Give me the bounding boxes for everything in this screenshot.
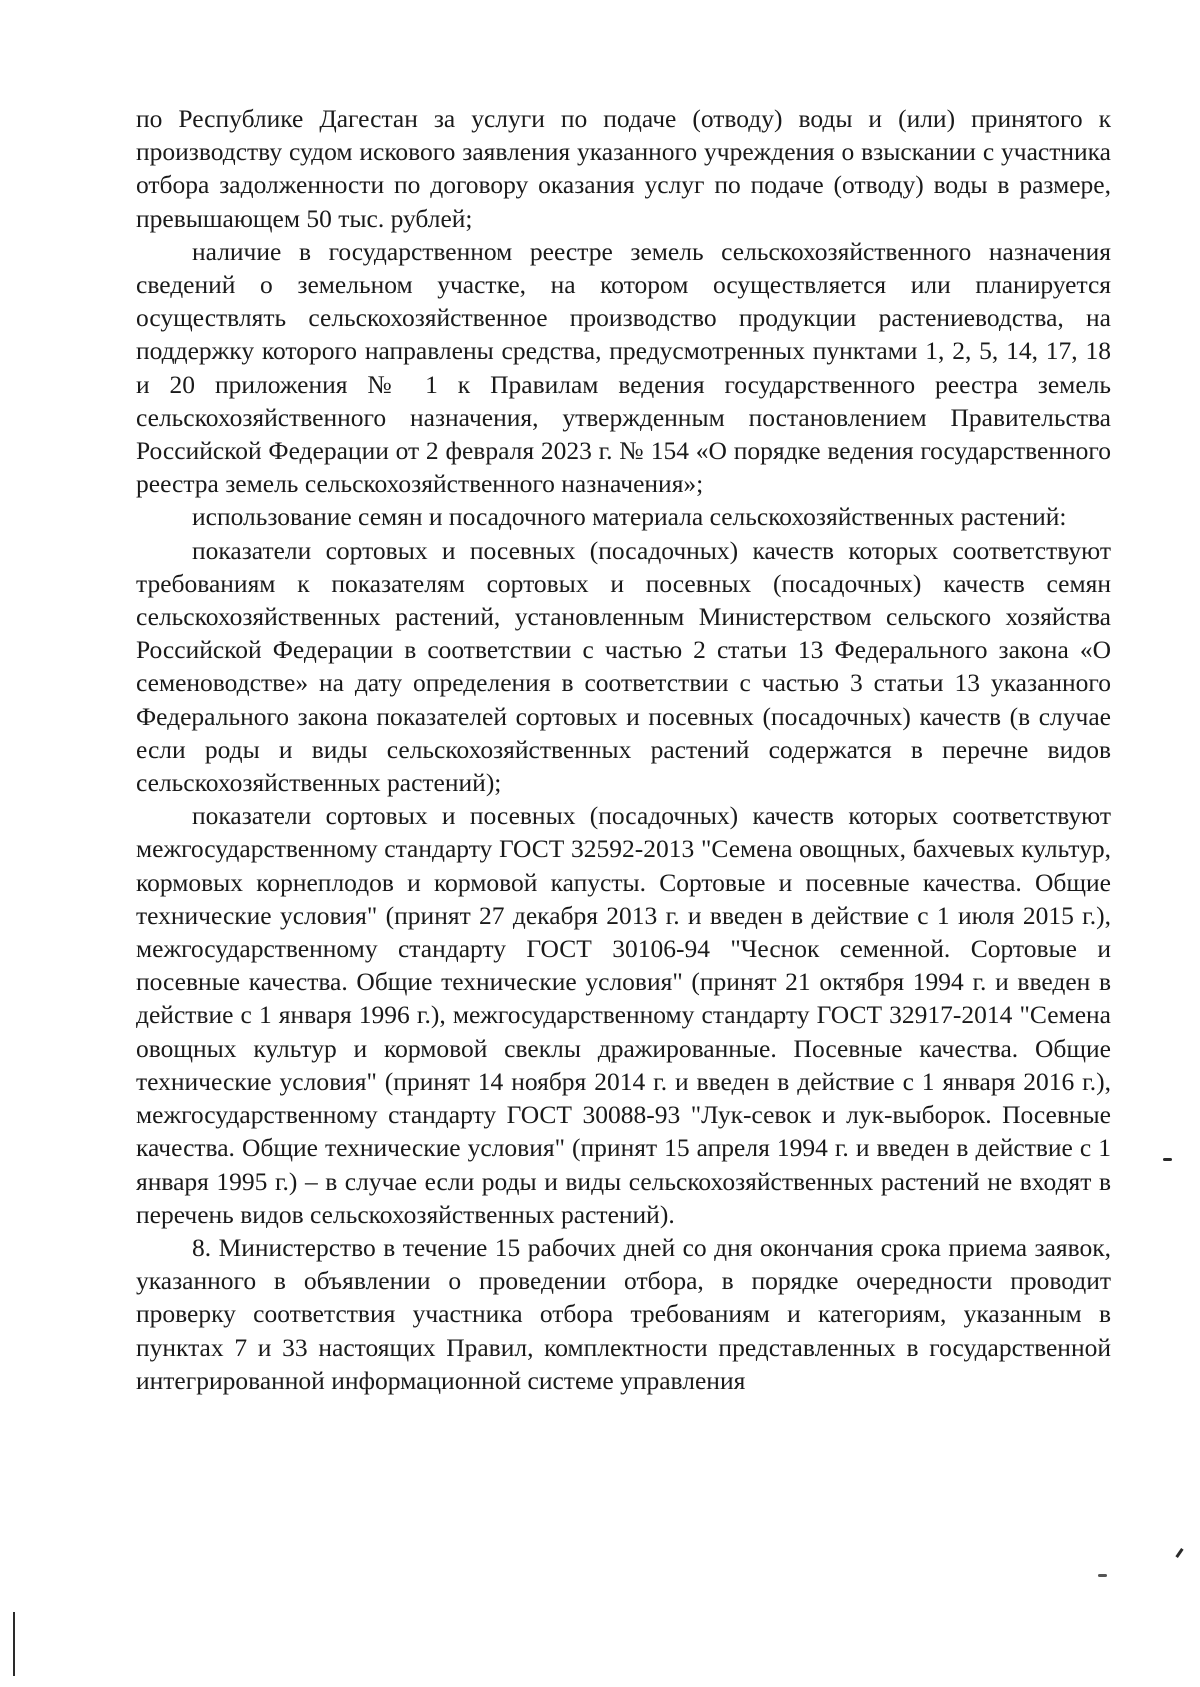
paragraph-land-registry: наличие в государственном реестре земель сельскохозяйственного назначения сведений о земельном участке, на котором осуществляется или планируется осуществлять сельскохозяйственное производство продукции растениеводства, на поддержку которого направлены средства, предусмотренных пунктами 1, 2, 5, 14, 17, 18 и 20 приложения № 1 к Правилам ведения государственного реестра земель сельскохозяйственного назначения, утвержденным постановлением Правительства Российской Федерации от 2 февраля 2023 г. № 154 «О порядке ведения государственного реестра земель сельскохозяйственного назначения»;: [136, 236, 1111, 499]
paragraph-gost-standards: показатели сортовых и посевных (посадочных) качеств которых соответствуют межгосударственному стандарту ГОСТ 32592-2013 "Семена овощных, бахчевых культур, кормовых корнеплодов и кормовой капусты. Сортовые и посевные качества. Общие технические условия" (принят 27 декабря 2013 г. и введен в действие с 1 июля 2015 г.), межгосударственному стандарту ГОСТ 30106-94 "Чеснок семенной. Сортовые и посевные качества. Общие технические условия" (принят 21 октября 1994 г. и введен в действие с 1 января 1996 г.), межгосударственному стандарту ГОСТ 32917-2014 "Семена овощных культур и кормовой свеклы дражированные. Посевные качества. Общие технические условия" (принят 14 ноября 2014 г. и введен в действие с 1 января 2016 г.), межгосударственному стандарту ГОСТ 30088-93 "Лук-севок и лук-выборок. Посевные качества. Общие технические условия" (принят 15 апреля 1994 г. и введен в действие с 1 января 1995 г.) – в случае если роды и виды сельскохозяйственных растений не входят в перечень видов сельскохозяйственных растений).: [136, 801, 1111, 1229]
scan-artifact-right-tick: [1175, 1548, 1183, 1558]
scan-artifact-right-dots: [1098, 1574, 1107, 1577]
paragraph-ministry-review: 8. Министерство в течение 15 рабочих дней со дня окончания срока приема заявок, указанного в объявлении о проведении отбора, в порядке очередности проводит проверку соответствия участника отбора требованиям и категориям, указанным в пунктах 7 и 33 настоящих Правил, комплектности представленных в государственной интегрированной информационной системе управления: [136, 1232, 1111, 1395]
paragraph-seed-quality-requirements: показатели сортовых и посевных (посадочных) качеств которых соответствуют требованиям к показателям сортовых и посевных (посадочных) качеств семян сельскохозяйственных растений, установленным Министерством сельского хозяйства Российской Федерации в соответствии с частью 2 статьи 13 Федерального закона «О семеноводстве» на дату определения в соответствии с частью 3 статьи 13 указанного Федерального закона показателей сортовых и посевных (посадочных) качеств (в случае если роды и виды сельскохозяйственных растений содержатся в перечне видов сельскохозяйственных растений);: [136, 535, 1111, 798]
scan-artifact-right-dash: [1163, 1158, 1172, 1161]
paragraph-water-debt: по Республике Дагестан за услуги по подаче (отводу) воды и (или) принятого к производству судом искового заявления указанного учреждения о взыскании с участника отбора задолженности по договору оказания услуг по подаче (отводу) воды в размере, превышающем 50 тыс. рублей;: [136, 104, 1111, 233]
scan-artifact-left-line: [13, 1612, 15, 1676]
paragraph-seed-usage: использование семян и посадочного материала сельскохозяйственных растений:: [192, 502, 1067, 532]
document-body: [136, 102, 1111, 1397]
